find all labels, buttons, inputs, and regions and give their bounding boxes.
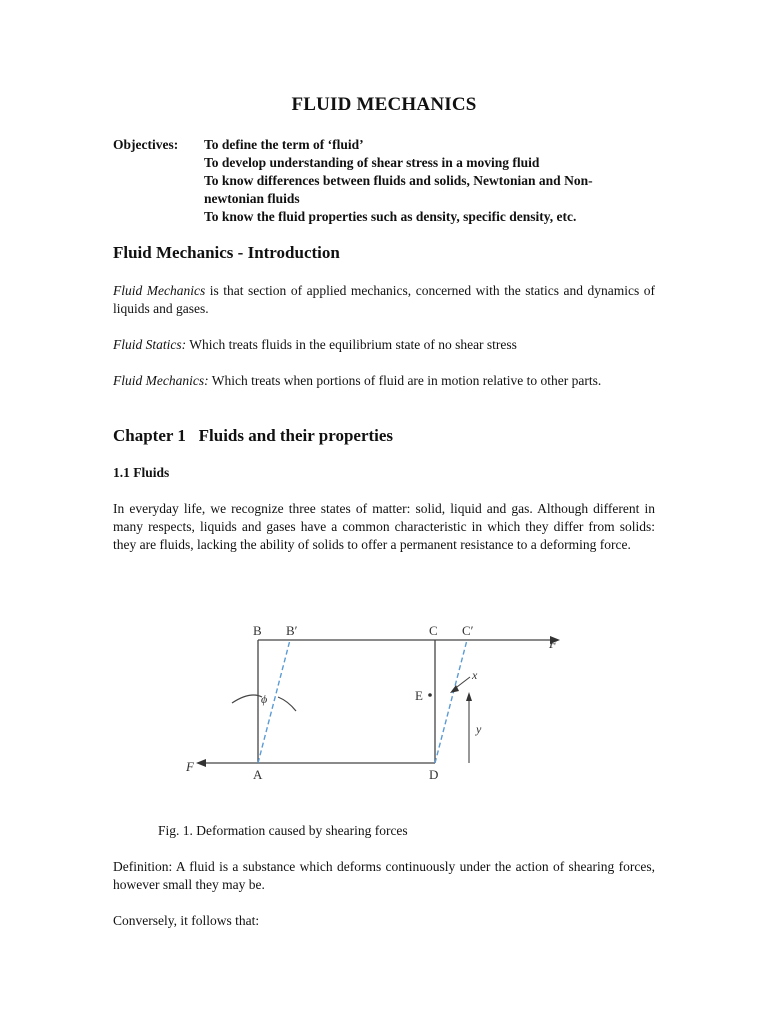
chapter-heading: Chapter 1 Fluids and their properties bbox=[113, 426, 394, 445]
objective-item: To develop understanding of shear stress in a moving fluid bbox=[204, 155, 540, 170]
label-b: B bbox=[253, 623, 262, 638]
label-phi: ϕ bbox=[261, 692, 268, 706]
deformed-edge-dc-prime bbox=[435, 640, 467, 763]
y-dimension-arrowhead bbox=[466, 692, 472, 701]
objectives-label: Objectives: bbox=[113, 137, 179, 152]
definition-paragraph: Definition: A fluid is a substance which deforms continuously under the action of shearing forces, however small they may be. bbox=[113, 859, 655, 892]
intro-heading: Fluid Mechanics - Introduction bbox=[113, 243, 340, 262]
section-heading: 1.1 Fluids bbox=[113, 465, 170, 480]
deformation-figure bbox=[170, 615, 590, 800]
phi-arc-right bbox=[278, 697, 296, 711]
objectives-list bbox=[204, 136, 644, 226]
intro-paragraph-2 bbox=[113, 336, 655, 354]
intro-text-1: is that section of applied mechanics, concerned with the statics and dynamics of liquids and gases. bbox=[113, 283, 655, 316]
label-y: y bbox=[476, 722, 482, 736]
intro-term-3: Fluid Mechanics: bbox=[113, 373, 209, 388]
label-d: D bbox=[429, 767, 439, 782]
label-c-prime: C′ bbox=[462, 623, 474, 638]
objective-item: To know differences between fluids and solids, Newtonian and Non-newtonian fluids bbox=[204, 173, 593, 206]
objective-item: To know the fluid properties such as density, specific density, etc. bbox=[204, 209, 577, 224]
objective-item: To define the term of ‘fluid’ bbox=[204, 137, 364, 152]
intro-term-1: Fluid Mechanics bbox=[113, 283, 206, 298]
label-b-prime: B′ bbox=[286, 623, 298, 638]
force-arrow-left bbox=[196, 759, 206, 767]
intro-paragraph-1 bbox=[113, 282, 655, 318]
conversely-paragraph: Conversely, it follows that: bbox=[113, 913, 260, 928]
intro-term-2: Fluid Statics: bbox=[113, 337, 187, 352]
label-a: A bbox=[253, 767, 263, 782]
point-e-marker bbox=[428, 693, 432, 697]
intro-text-2: Which treats fluids in the equilibrium state of no shear stress bbox=[186, 337, 517, 352]
deformation-diagram bbox=[170, 615, 590, 800]
label-f-right: F bbox=[549, 636, 557, 651]
intro-paragraph-3 bbox=[113, 372, 655, 390]
page-title: FLUID MECHANICS bbox=[291, 94, 477, 115]
figure-caption: Fig. 1. Deformation caused by shearing forces bbox=[158, 823, 408, 838]
label-c: C bbox=[429, 623, 438, 638]
intro-text-3: Which treats when portions of fluid are in motion relative to other parts. bbox=[208, 373, 602, 388]
label-e: E bbox=[415, 688, 423, 703]
fluids-paragraph: In everyday life, we recognize three states of matter: solid, liquid and gas. Although different in many respects, liquids and gases have a common characteristic in which they differ from solids: they are fluids, lacking the ability of solids to offer a permanent resistance to a deforming force. bbox=[113, 501, 655, 552]
label-x: x bbox=[472, 668, 478, 682]
label-f-left: F bbox=[186, 759, 194, 774]
